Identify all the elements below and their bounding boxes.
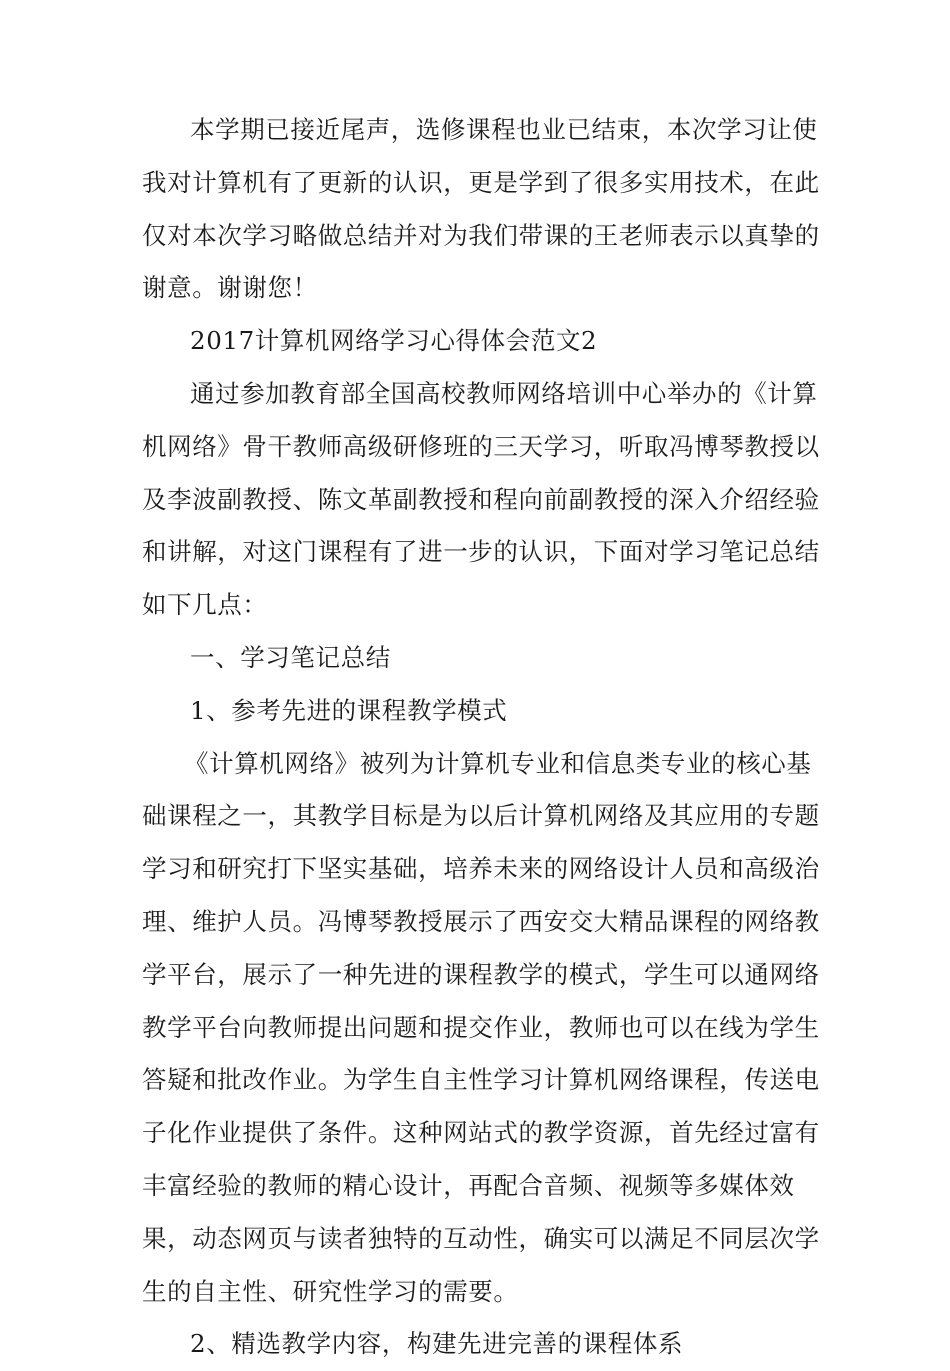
- paragraph-1-line-1: 本学期已接近尾声，选修课程也业已结束，本次学习让使: [190, 115, 818, 144]
- paragraph-3-line-7: 答疑和批改作业。为学生自主性学习计算机网络课程，传送电: [142, 1065, 820, 1095]
- section-title: 2017计算机网络学习心得体会范文2: [190, 326, 598, 356]
- paragraph-2-line-5: 如下几点：: [142, 590, 268, 620]
- heading-item-1: 1、参考先进的课程教学模式: [190, 695, 508, 725]
- paragraph-3-line-5: 学平台，展示了一种先进的课程教学的模式，学生可以通网络: [142, 959, 820, 989]
- heading-learning-notes: 一、学习笔记总结: [190, 642, 391, 672]
- paragraph-2-line-4: 和讲解，对这门课程有了进一步的认识，下面对学习笔记总结: [142, 537, 820, 567]
- paragraph-3-line-10: 果，动态网页与读者独特的互动性，确实可以满足不同层次学: [142, 1223, 820, 1253]
- paragraph-3-line-2: 础课程之一，其教学目标是为以后计算机网络及其应用的专题: [142, 801, 820, 831]
- paragraph-1-line-4: 谢意。谢谢您！: [142, 273, 318, 303]
- heading-item-2: 2、精选教学内容，构建先进完善的课程体系: [190, 1329, 684, 1359]
- paragraph-2-line-3: 及李波副教授、陈文革副教授和程向前副教授的深入介绍经验: [142, 484, 820, 514]
- paragraph-1-line-2: 我对计算机有了更新的认识，更是学到了很多实用技术，在此: [142, 167, 820, 197]
- document-body: [142, 104, 820, 1371]
- paragraph-2-line-2: 机网络》骨干教师高级研修班的三天学习，听取冯博琴教授以: [142, 431, 820, 461]
- paragraph-3-line-9: 丰富经验的教师的精心设计，再配合音频、视频等多媒体效: [142, 1170, 795, 1200]
- paragraph-1-line-3: 仅对本次学习略做总结并对为我们带课的王老师表示以真挚的: [142, 220, 820, 250]
- paragraph-2-line-1: 通过参加教育部全国高校教师网络培训中心举办的《计算: [190, 378, 818, 408]
- paragraph-3-line-8: 子化作业提供了条件。这种网站式的教学资源，首先经过富有: [142, 1118, 820, 1148]
- paragraph-3-line-1: 《计算机网络》被列为计算机专业和信息类专业的核心基: [184, 748, 812, 778]
- paragraph-3-line-4: 理、维护人员。冯博琴教授展示了西安交大精品课程的网络教: [142, 906, 820, 936]
- paragraph-3-line-11: 生的自主性、研究性学习的需要。: [142, 1276, 519, 1306]
- paragraph-3-line-3: 学习和研究打下坚实基础，培养未来的网络设计人员和高级治: [142, 854, 820, 884]
- paragraph-3-line-6: 教学平台向教师提出问题和提交作业，教师也可以在线为学生: [142, 1012, 820, 1042]
